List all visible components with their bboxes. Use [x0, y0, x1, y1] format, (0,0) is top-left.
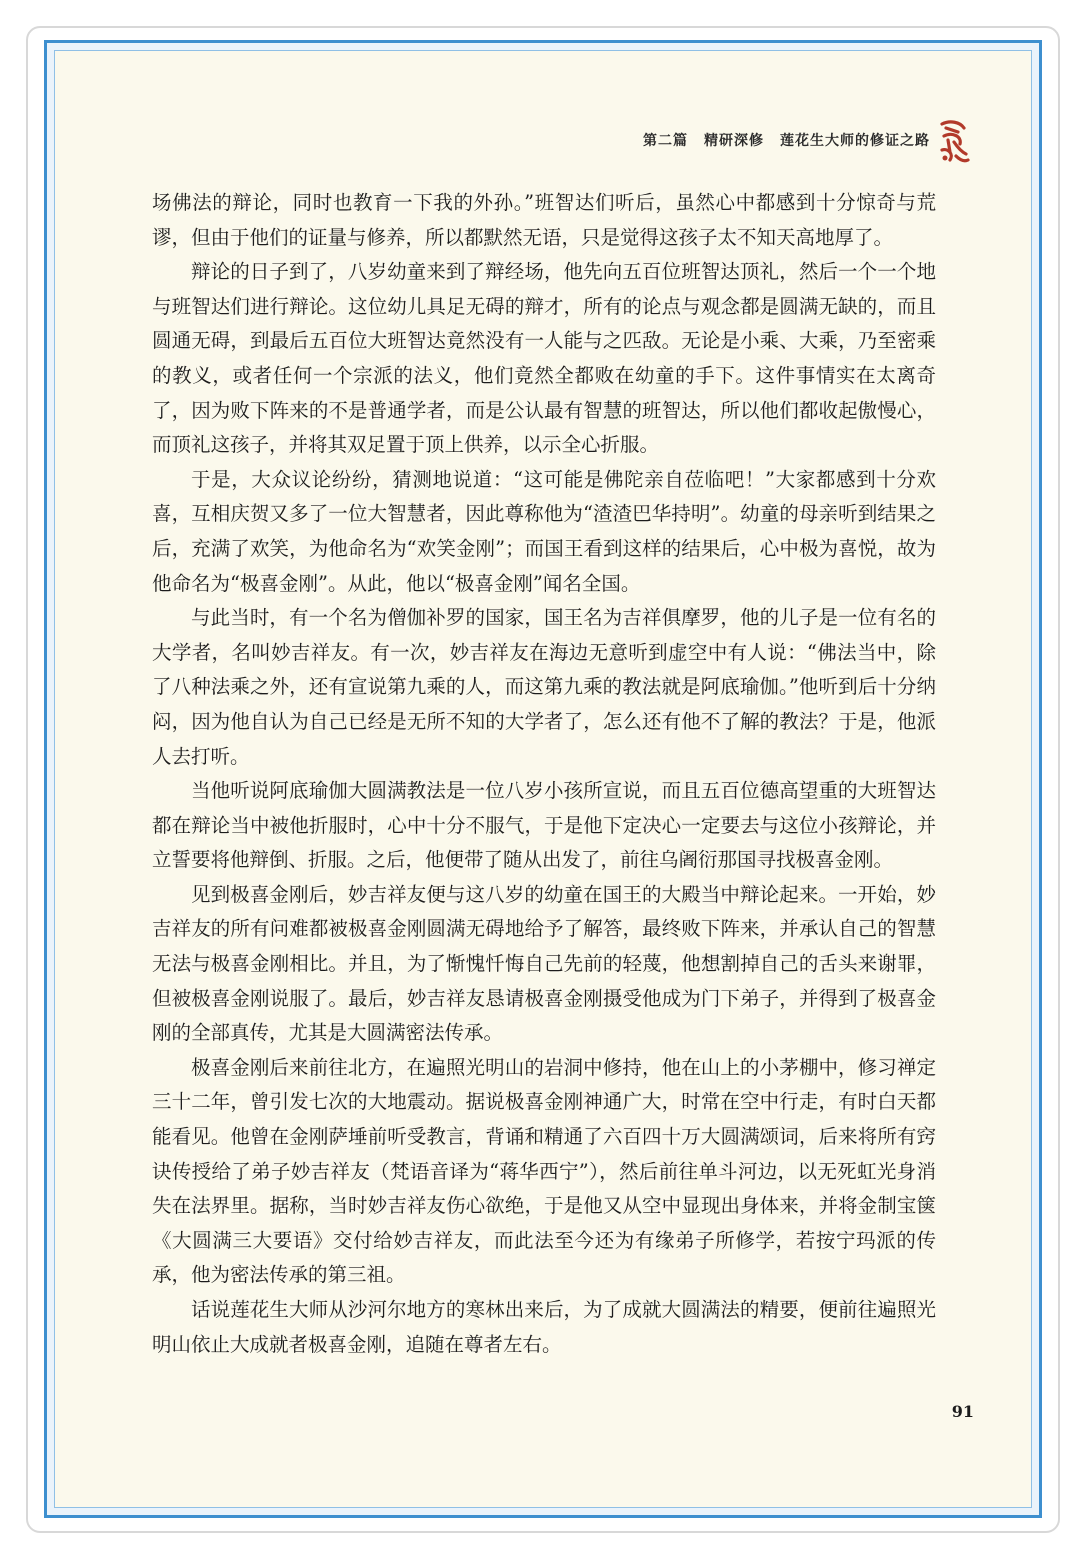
running-head-section: 精研深修: [704, 133, 764, 149]
paragraph: 于是，大众议论纷纷，猜测地说道：“这可能是佛陀亲自莅临吧！”大家都感到十分欢喜，互相庆贺又多了一位大智慧者，因此尊称他为“渣渣巴华持明”。幼童的母亲听到结果之后，充满了欢笑，为他命名为“欢笑金刚”；而国王看到这样的结果后，心中极为喜悦，故为他命名为“极喜金刚”。从此，他以“极喜金刚”闻名全国。: [152, 467, 936, 595]
calligraphy-ornament-icon: [936, 118, 970, 166]
page-number: 91: [951, 1402, 974, 1421]
running-head-chapter: 莲花生大师的修证之路: [780, 133, 930, 149]
paragraph: 当他听说阿底瑜伽大圆满教法是一位八岁小孩所宣说，而且五百位德高望重的大班智达都在辩论当中被他折服时，心中十分不服气，于是他下定决心一定要去与这位小孩辩论，并立誓要将他辩倒、折服。之后，他便带了随从出发了，前往乌阇衍那国寻找极喜金刚。: [152, 779, 936, 872]
paragraph: 极喜金刚后来前往北方，在遍照光明山的岩洞中修持，他在山上的小茅棚中，修习禅定三十二年，曾引发七次的大地震动。据说极喜金刚神通广大，时常在空中行走，有时白天都能看见。他曾在金刚萨埵前听受教言，背诵和精通了六百四十万大圆满颂词，后来将所有窍诀传授给了弟子妙吉祥友（梵语音译为“蒋华西宁”），然后前往单斗河边，以无死虹光身消失在法界里。据称，当时妙吉祥友伤心欲绝，于是他又从空中显现出身体来，并将金制宝箧《大圆满三大要语》交付给妙吉祥友，而此法至今还为有缘弟子所修学，若按宁玛派的传承，他为密法传承的第三祖。: [152, 1055, 936, 1287]
paragraph: 见到极喜金刚后，妙吉祥友便与这八岁的幼童在国王的大殿当中辩论起来。一开始，妙吉祥友的所有问难都被极喜金刚圆满无碍地给予了解答，最终败下阵来，并承认自己的智慧无法与极喜金刚相比。并且，为了惭愧忏悔自己先前的轻蔑，他想割掉自己的舌头来谢罪，但被极喜金刚说服了。最后，妙吉祥友恳请极喜金刚摄受他成为门下弟子，并得到了极喜金刚的全部真传，尤其是大圆满密法传承。: [152, 882, 936, 1045]
paragraph: 辩论的日子到了，八岁幼童来到了辩经场，他先向五百位班智达顶礼，然后一个一个地与班智达们进行辩论。这位幼儿具足无碍的辩才，所有的论点与观念都是圆满无缺的，而且圆通无碍，到最后五百位大班智达竟然没有一人能与之匹敌。无论是小乘、大乘，乃至密乘的教义，或者任何一个宗派的法义，他们竟然全都败在幼童的手下。这件事情实在太离奇了，因为败下阵来的不是普通学者，而是公认最有智慧的班智达，所以他们都收起傲慢心，而顶礼这孩子，并将其双足置于顶上供养，以示全心折服。: [152, 260, 936, 457]
paragraph: 场佛法的辩论，同时也教育一下我的外孙。”班智达们听后，虽然心中都感到十分惊奇与荒谬，但由于他们的证量与修养，所以都默然无语，只是觉得这孩子太不知天高地厚了。: [152, 191, 936, 249]
running-head: [627, 130, 930, 150]
paragraph: 与此当时，有一个名为僧伽补罗的国家，国王名为吉祥俱摩罗，他的儿子是一位有名的大学者，名叫妙吉祥友。有一次，妙吉祥友在海边无意听到虚空中有人说：“佛法当中，除了八种法乘之外，还有宣说第九乘的人，而这第九乘的教法就是阿底瑜伽。”他听到后十分纳闷，因为他自认为自己已经是无所不知的大学者了，怎么还有他不了解的教法？于是，他派人去打听。: [152, 606, 936, 768]
running-head-part: 第二篇: [643, 133, 688, 149]
body-text: [152, 186, 936, 1362]
paragraph: 话说莲花生大师从沙河尔地方的寒林出来后，为了成就大圆满法的精要，便前往遍照光明山依止大成就者极喜金刚，追随在尊者左右。: [152, 1298, 936, 1356]
